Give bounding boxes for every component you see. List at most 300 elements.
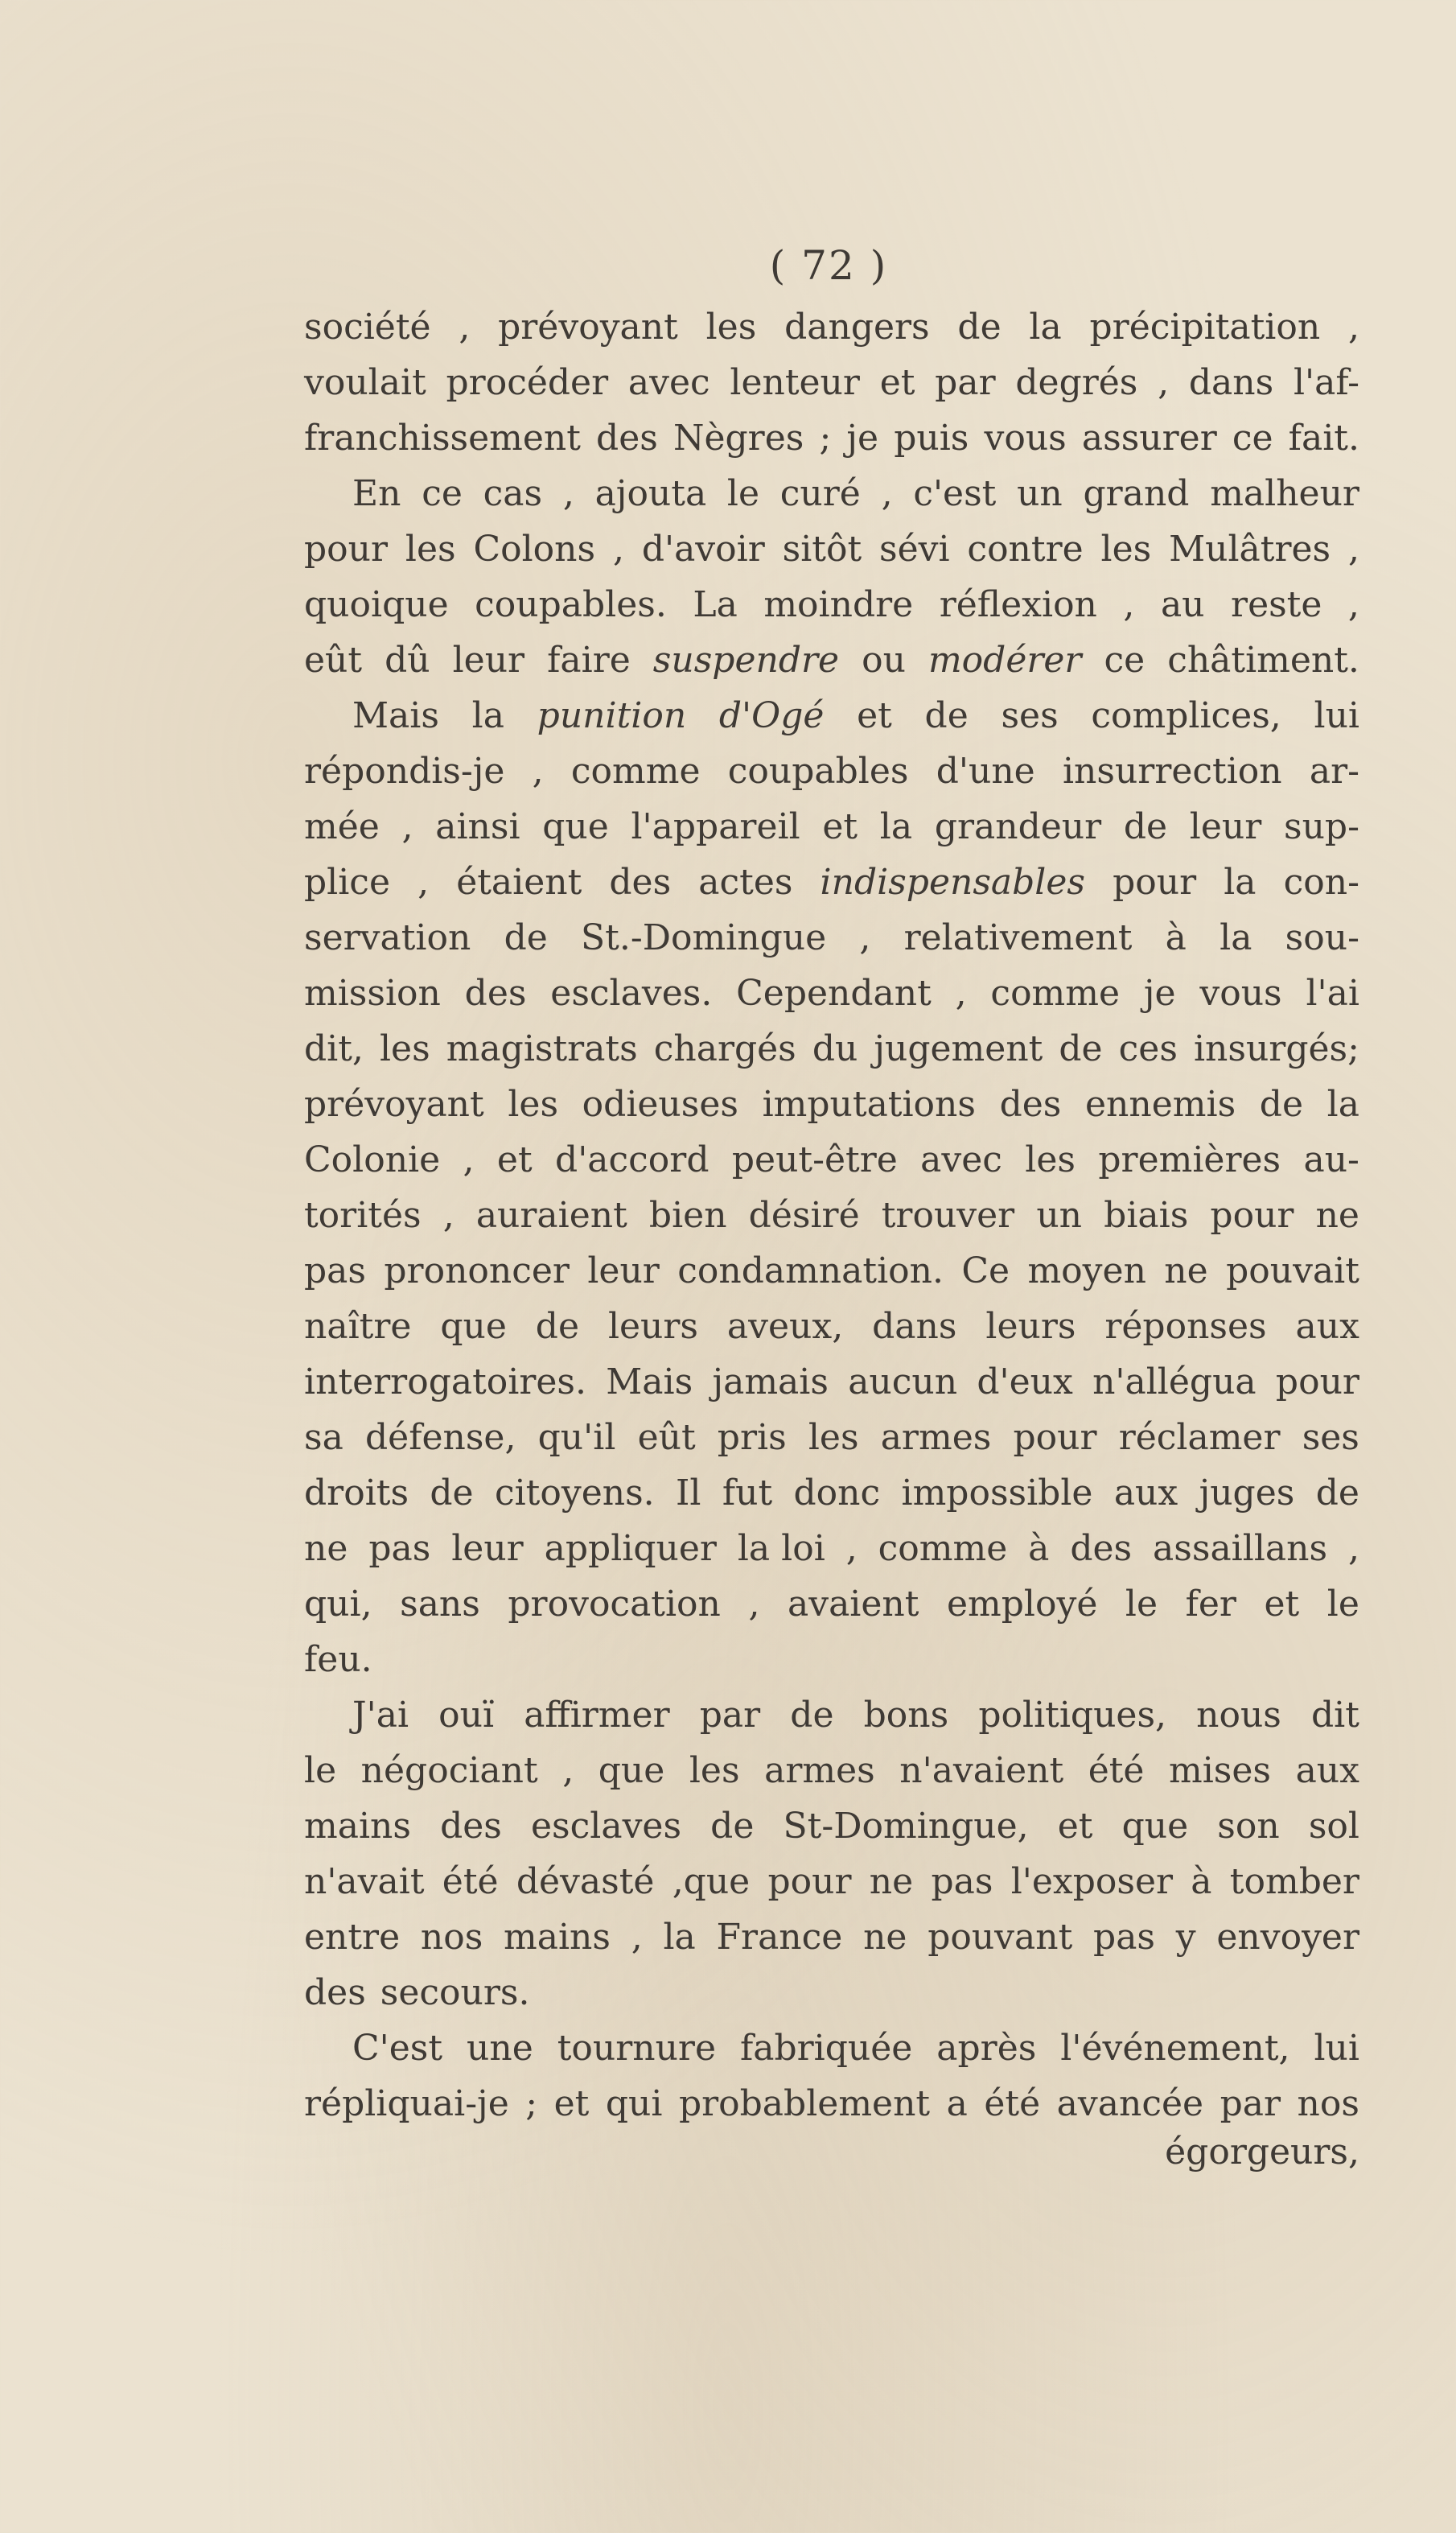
word: la: [1326, 1084, 1359, 1125]
word: réclamer: [1118, 1417, 1281, 1458]
word: ,: [442, 1195, 454, 1236]
text-line: [304, 1354, 1359, 1410]
word: et: [857, 695, 892, 736]
word: ,que: [672, 1861, 751, 1902]
word: provocation: [508, 1584, 721, 1625]
word: le: [304, 1750, 337, 1791]
word: des: [609, 862, 672, 903]
word: ses: [1302, 1417, 1359, 1458]
text-line: [304, 1798, 1359, 1854]
word: fer: [1185, 1584, 1236, 1625]
word: dit: [1311, 1695, 1359, 1736]
text-line: [304, 743, 1359, 799]
text-line: [304, 1576, 1359, 1632]
word: leurs: [985, 1306, 1076, 1347]
italic-word: suspendre: [652, 640, 840, 681]
word: nous: [1196, 1695, 1281, 1736]
word: grand: [1083, 473, 1190, 514]
word: jamais: [712, 1361, 829, 1402]
word: de: [710, 1806, 755, 1847]
word: comme: [878, 1528, 1008, 1569]
word: prévoyant: [304, 1084, 484, 1125]
word: comme: [990, 973, 1121, 1014]
word: à: [1028, 1528, 1050, 1569]
word: dans: [872, 1306, 957, 1347]
word: n'avait: [304, 1861, 425, 1902]
word: ,: [748, 1584, 760, 1625]
word: quoique: [304, 584, 449, 625]
word: probablement: [678, 2083, 931, 2124]
word: pas: [368, 1528, 431, 1569]
word: aucun: [848, 1361, 958, 1402]
word: je: [846, 418, 879, 459]
italic-word: modérer: [927, 640, 1082, 681]
word: moindre: [763, 584, 914, 625]
text-line: [304, 521, 1359, 577]
word: biais: [1104, 1195, 1189, 1236]
word: les: [705, 307, 757, 348]
word: ,: [1347, 1528, 1359, 1569]
word: lui: [1314, 2028, 1359, 2069]
word: ,: [859, 917, 871, 958]
word: malheur: [1210, 473, 1359, 514]
word: les: [405, 529, 456, 570]
word: les: [1025, 1139, 1076, 1180]
word: pas: [931, 1861, 993, 1902]
word: après: [936, 2028, 1037, 2069]
text-line: [304, 632, 1359, 688]
word: St.-Domingue: [581, 917, 827, 958]
word: défense,: [364, 1417, 516, 1458]
italic-word: punition: [537, 695, 687, 736]
word: de: [790, 1695, 834, 1736]
word: voulait: [304, 362, 426, 403]
word: le: [1125, 1584, 1158, 1625]
text-line: [304, 410, 1359, 466]
word: curé: [779, 473, 861, 514]
word: ,: [562, 473, 574, 514]
word: que: [598, 1750, 665, 1791]
text-line: [304, 1465, 1359, 1521]
word: sou-: [1285, 917, 1359, 958]
word: reste: [1231, 584, 1322, 625]
word: avec: [627, 362, 710, 403]
word: puis: [894, 418, 969, 459]
word: que: [440, 1306, 507, 1347]
word: ce: [422, 473, 463, 514]
word: de: [1123, 806, 1168, 847]
word: ne: [869, 1861, 914, 1902]
word: faire: [547, 640, 631, 681]
word: de: [1259, 1084, 1303, 1125]
word: coupables.: [475, 584, 667, 625]
word: eût: [637, 1417, 696, 1458]
word: au: [1160, 584, 1205, 625]
word: et: [553, 2083, 590, 2124]
word: par: [935, 362, 996, 403]
word: des: [440, 1806, 502, 1847]
text-line: [304, 799, 1359, 855]
word: impossible: [901, 1472, 1093, 1514]
word: les: [808, 1417, 859, 1458]
word: ,: [417, 862, 430, 903]
word: naître: [304, 1306, 412, 1347]
word: y: [1175, 1917, 1196, 1958]
word: de: [957, 307, 1002, 348]
word: prononcer: [384, 1250, 570, 1291]
word: servation: [304, 917, 471, 958]
word: son: [1217, 1806, 1280, 1847]
word: entre: [304, 1917, 401, 1958]
word: été: [984, 2083, 1041, 2124]
word: leur: [587, 1250, 660, 1291]
word: l'ai: [1306, 973, 1359, 1014]
word: ,: [631, 1917, 643, 1958]
word: par: [699, 1695, 761, 1736]
word: sa: [304, 1417, 343, 1458]
word: les: [1100, 529, 1152, 570]
word: armes: [880, 1417, 992, 1458]
word: précipitation: [1089, 307, 1321, 348]
word: pour: [1275, 1361, 1359, 1402]
word: sup-: [1283, 806, 1359, 847]
word: mains: [504, 1917, 611, 1958]
word: n'avaient: [899, 1750, 1064, 1791]
text-line: [304, 966, 1359, 1021]
word: réflexion: [939, 584, 1097, 625]
word: ;: [525, 2083, 538, 2124]
word: l'exposer: [1010, 1861, 1174, 1902]
word: assaillans: [1153, 1528, 1328, 1569]
word: je: [1143, 973, 1176, 1014]
word: comme: [570, 751, 701, 792]
word: sol: [1308, 1806, 1359, 1847]
word: insurrection: [1062, 751, 1282, 792]
word: odieuses: [582, 1084, 738, 1125]
word: plice: [304, 862, 390, 903]
word: avec: [920, 1139, 1002, 1180]
word: des: [999, 1084, 1062, 1125]
text-line: [304, 1188, 1359, 1243]
word: ce: [1232, 418, 1273, 459]
word: Mais: [352, 695, 439, 736]
word: c'est: [913, 473, 997, 514]
text-line: [304, 1743, 1359, 1798]
word: dû: [385, 640, 430, 681]
word: pris: [717, 1417, 787, 1458]
word: sitôt: [782, 529, 862, 570]
word: été: [442, 1861, 499, 1902]
word: pas: [1093, 1917, 1156, 1958]
word: ;: [819, 418, 832, 459]
word: mission: [304, 973, 441, 1014]
word: jugement: [874, 1028, 1043, 1069]
word: ,: [459, 307, 471, 348]
word: magistrats: [446, 1028, 638, 1069]
word: qui: [605, 2083, 663, 2124]
word: Cependant: [736, 973, 932, 1014]
italic-word: indispensables: [820, 862, 1085, 903]
word: con-: [1283, 862, 1359, 903]
word: un: [1017, 473, 1063, 514]
text-line: [304, 1132, 1359, 1188]
word: St-Domingue,: [783, 1806, 1029, 1847]
word: contre: [967, 529, 1084, 570]
word: ,: [532, 751, 544, 792]
word: ,: [1347, 307, 1359, 348]
word: répondis-je: [304, 751, 505, 792]
word: procéder: [446, 362, 609, 403]
word: Mais: [606, 1361, 693, 1402]
word: pour: [304, 529, 389, 570]
text-line: [304, 855, 1359, 910]
text-line: [304, 1410, 1359, 1465]
word: la: [471, 695, 504, 736]
word: ne: [304, 1528, 348, 1569]
word: que: [542, 806, 609, 847]
word: ennemis: [1085, 1084, 1236, 1125]
word: J'ai: [352, 1695, 409, 1736]
word: qui,: [304, 1584, 372, 1625]
text-line: [304, 1909, 1359, 1965]
word: ce: [1104, 640, 1145, 681]
word: chargés: [653, 1028, 796, 1069]
word: une: [467, 2028, 533, 2069]
word: ,: [955, 973, 967, 1014]
text-line: [304, 355, 1359, 410]
text-line: [304, 1965, 1359, 2020]
text-line: [304, 299, 1359, 355]
italic-word: d'Ogé: [718, 695, 825, 736]
word: les: [379, 1028, 430, 1069]
word: le: [1326, 1584, 1359, 1625]
text-line: [304, 1687, 1359, 1743]
word: ces: [1118, 1028, 1178, 1069]
text-line: [304, 1854, 1359, 1909]
word: eût: [304, 640, 363, 681]
word: d'accord: [555, 1139, 709, 1180]
word: donc: [793, 1472, 881, 1514]
word: étaient: [456, 862, 582, 903]
word: envoyer: [1216, 1917, 1359, 1958]
word: ainsi: [435, 806, 520, 847]
word: aux: [1295, 1750, 1359, 1791]
word: appliquer: [544, 1528, 717, 1569]
word: aveux,: [726, 1306, 844, 1347]
word: citoyens.: [494, 1472, 655, 1514]
word: ajouta: [594, 473, 707, 514]
word: ,: [612, 529, 624, 570]
text-line: [304, 2076, 1359, 2131]
word: bien: [648, 1195, 727, 1236]
word: franchissement: [304, 418, 581, 459]
word: droits: [304, 1472, 409, 1514]
word: la: [663, 1917, 696, 1958]
word: l'af-: [1293, 362, 1359, 403]
word: l'événement,: [1060, 2028, 1290, 2069]
word: ne: [863, 1917, 907, 1958]
word: complices,: [1091, 695, 1281, 736]
word: coupables: [727, 751, 909, 792]
page-number: ( 72 ): [769, 242, 888, 289]
word: société: [304, 307, 431, 348]
word: interrogatoires.: [304, 1361, 586, 1402]
word: lui: [1314, 695, 1359, 736]
word: l'appareil: [631, 806, 800, 847]
word: la loi: [737, 1528, 825, 1569]
word: armes: [764, 1750, 875, 1791]
word: leur: [452, 640, 525, 681]
word: assurer: [1081, 418, 1217, 459]
word: ,: [845, 1528, 858, 1569]
word: tomber: [1229, 1861, 1359, 1902]
word: châtiment.: [1167, 640, 1359, 681]
word: premières: [1098, 1139, 1281, 1180]
word: juges: [1199, 1472, 1295, 1514]
word: France: [716, 1917, 843, 1958]
word: Nègres: [672, 418, 804, 459]
word: ,: [1123, 584, 1135, 625]
text-line: [304, 466, 1359, 521]
word: bons: [863, 1695, 949, 1736]
word: nos: [1297, 2083, 1359, 2124]
word: aux: [1113, 1472, 1178, 1514]
word: la: [1029, 307, 1062, 348]
word: désiré: [748, 1195, 860, 1236]
word: imputations: [762, 1084, 976, 1125]
word: aux: [1295, 1306, 1359, 1347]
word: dangers: [784, 307, 930, 348]
word: mains: [304, 1806, 411, 1847]
text-line: [304, 1299, 1359, 1354]
word: d'avoir: [641, 529, 765, 570]
word: actes: [698, 862, 793, 903]
catchword: égorgeurs,: [1165, 2131, 1359, 2173]
word: torités: [304, 1195, 422, 1236]
word: moyen: [1027, 1250, 1146, 1291]
word: ses: [1001, 695, 1059, 736]
word: pour: [1013, 1417, 1097, 1458]
word: affirmer: [524, 1695, 670, 1736]
word: cas: [483, 473, 543, 514]
word: ouï: [438, 1695, 495, 1736]
word: prévoyant: [498, 307, 678, 348]
word: peut-être: [731, 1139, 898, 1180]
word: politiques,: [978, 1695, 1167, 1736]
word: Colonie: [304, 1139, 441, 1180]
word: par: [1220, 2083, 1281, 2124]
word: des: [304, 1972, 366, 2013]
word: fut: [722, 1472, 773, 1514]
word: ar-: [1309, 751, 1359, 792]
text-line: [304, 1632, 1359, 1687]
word: au-: [1303, 1139, 1359, 1180]
text-line: [304, 1077, 1359, 1132]
word: de: [504, 917, 548, 958]
text-line: [304, 1243, 1359, 1299]
word: été: [1088, 1750, 1145, 1791]
word: les: [689, 1750, 740, 1791]
word: leurs: [607, 1306, 698, 1347]
word: n'allégua: [1092, 1361, 1257, 1402]
word: tournure: [557, 2028, 716, 2069]
word: de: [1315, 1472, 1359, 1514]
word: des: [464, 973, 527, 1014]
text-line: [304, 577, 1359, 632]
word: feu.: [304, 1639, 372, 1680]
word: ,: [1347, 529, 1359, 570]
word: et: [496, 1139, 533, 1180]
word: avancée: [1056, 2083, 1204, 2124]
word: sévi: [879, 529, 950, 570]
word: secours.: [380, 1972, 530, 2013]
word: ,: [881, 473, 893, 514]
word: ,: [1158, 362, 1170, 403]
word: lenteur: [730, 362, 860, 403]
word: insurgés;: [1193, 1028, 1359, 1069]
word: à: [1165, 917, 1187, 958]
word: employé: [946, 1584, 1098, 1625]
word: En: [352, 473, 401, 514]
word: grandeur: [934, 806, 1102, 847]
word: que: [1121, 1806, 1189, 1847]
word: réponses: [1104, 1306, 1267, 1347]
text-line: [304, 2020, 1359, 2076]
word: condamnation.: [677, 1250, 944, 1291]
word: Il: [676, 1472, 701, 1514]
word: négociant: [360, 1750, 538, 1791]
word: pas: [304, 1250, 366, 1291]
word: pouvant: [927, 1917, 1073, 1958]
word: esclaves.: [550, 973, 713, 1014]
word: ,: [401, 806, 413, 847]
word: et: [1057, 1806, 1093, 1847]
word: mises: [1169, 1750, 1272, 1791]
word: les: [508, 1084, 559, 1125]
word: ne: [1315, 1195, 1359, 1236]
word: la: [1224, 862, 1257, 903]
body-text: [304, 299, 1359, 2131]
word: de: [535, 1306, 580, 1347]
word: fait.: [1288, 418, 1359, 459]
word: sans: [400, 1584, 480, 1625]
word: esclaves: [531, 1806, 682, 1847]
word: de: [924, 695, 969, 736]
word: des: [1070, 1528, 1133, 1569]
word: mée: [304, 806, 380, 847]
word: d'une: [936, 751, 1035, 792]
word: avaient: [787, 1584, 919, 1625]
word: C'est: [352, 2028, 443, 2069]
word: pour: [1210, 1195, 1294, 1236]
word: Colons: [473, 529, 596, 570]
word: ,: [463, 1139, 475, 1180]
word: fabriquée: [739, 2028, 913, 2069]
word: ou: [862, 640, 906, 681]
word: ,: [562, 1750, 574, 1791]
word: de: [430, 1472, 474, 1514]
word: et: [879, 362, 915, 403]
word: leur: [1189, 806, 1262, 847]
word: vous: [1199, 973, 1282, 1014]
word: ,: [1347, 584, 1359, 625]
word: La: [693, 584, 738, 625]
word: qu'il: [537, 1417, 616, 1458]
word: et: [1264, 1584, 1300, 1625]
text-line: [304, 688, 1359, 743]
word: des: [596, 418, 658, 459]
word: degrés: [1015, 362, 1138, 403]
